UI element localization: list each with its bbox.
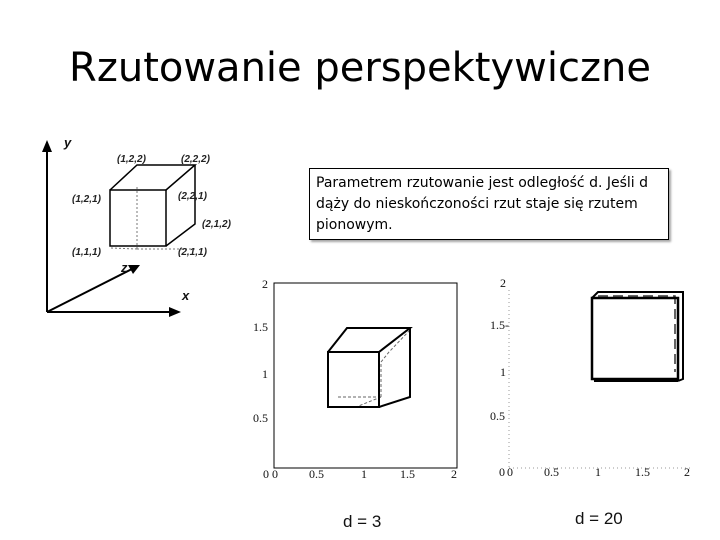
- projection-top-face: [328, 328, 410, 352]
- plot-d3-ytick: 0: [263, 467, 269, 481]
- slide-title: Rzutowanie perspektywiczne: [69, 45, 651, 91]
- axis-label-y: y: [64, 135, 72, 150]
- plot-d3-xtick: 0: [272, 467, 278, 481]
- plot-d20-ytick: 0: [499, 465, 505, 479]
- y-axis-arrowhead: [42, 140, 52, 152]
- plot-d3-ytick: 0.5: [253, 411, 268, 425]
- plot-d3-ytick: 2: [262, 277, 268, 291]
- corner-label-1-2-1: (1,2,1): [72, 194, 101, 205]
- plot-d20-ytick: 1.5-: [490, 318, 509, 332]
- axis-label-x: x: [182, 288, 190, 303]
- corner-label-1-1-1: (1,1,1): [72, 247, 101, 258]
- axes-cube-diagram: [42, 135, 232, 317]
- corner-label-1-2-2: (1,2,2): [117, 154, 146, 165]
- projection-outer-edge: [592, 292, 683, 381]
- axis-label-z: z: [121, 260, 128, 275]
- cube-wireframe: [110, 165, 197, 249]
- plot-d20-ytick: 0.5: [490, 409, 505, 423]
- cube-hidden-edge: [110, 248, 137, 249]
- plot-d20-ytick: 2: [500, 276, 506, 290]
- plot-d3-ytick: 1.5: [253, 320, 268, 334]
- plot-d3-label: d = 3: [343, 512, 382, 531]
- x-axis-arrowhead: [169, 307, 181, 317]
- plot-d20-xtick: 0.5: [544, 465, 559, 479]
- corner-label-2-2-2: (2,2,2): [181, 154, 210, 165]
- projection-front-face: [592, 298, 678, 379]
- plot-d3-xtick: 2: [451, 467, 457, 481]
- plot-d3: [253, 277, 457, 531]
- cube-projection-d20: [592, 292, 683, 381]
- corner-label-2-2-1: (2,2,1): [178, 191, 207, 202]
- corner-label-2-1-2: (2,1,2): [202, 219, 231, 230]
- caption-text: Parametrem rzutowanie jest odległość d. Jeśli d dąży do nieskończoności rzut staje się rzutem pionowym.: [316, 175, 649, 233]
- caption-box: [309, 168, 669, 240]
- plot-d20-ytick: 1: [500, 365, 506, 379]
- plot-d20: [490, 276, 690, 528]
- corner-label-2-1-1: (2,1,1): [178, 247, 207, 258]
- plot-d3-xtick: 0.5: [309, 467, 324, 481]
- projection-hidden-edge: [598, 296, 675, 372]
- projection-front-face: [328, 352, 379, 407]
- plot-d20-xtick: 2: [684, 465, 690, 479]
- plot-d20-label: d = 20: [575, 509, 623, 528]
- plot-d20-xtick: 0: [507, 465, 513, 479]
- projection-hidden-edge: [356, 397, 381, 407]
- cube-front-face: [110, 190, 166, 246]
- plot-d20-xtick: 1: [595, 465, 601, 479]
- plot-d3-ytick: 1: [262, 367, 268, 381]
- plot-d3-frame: [274, 283, 457, 468]
- plot-d3-xtick: 1.5: [400, 467, 415, 481]
- plot-d20-xtick: 1.5: [635, 465, 650, 479]
- cube-top-face: [110, 165, 195, 190]
- plot-d3-xtick: 1: [361, 467, 367, 481]
- cube-projection-d3: [328, 328, 410, 407]
